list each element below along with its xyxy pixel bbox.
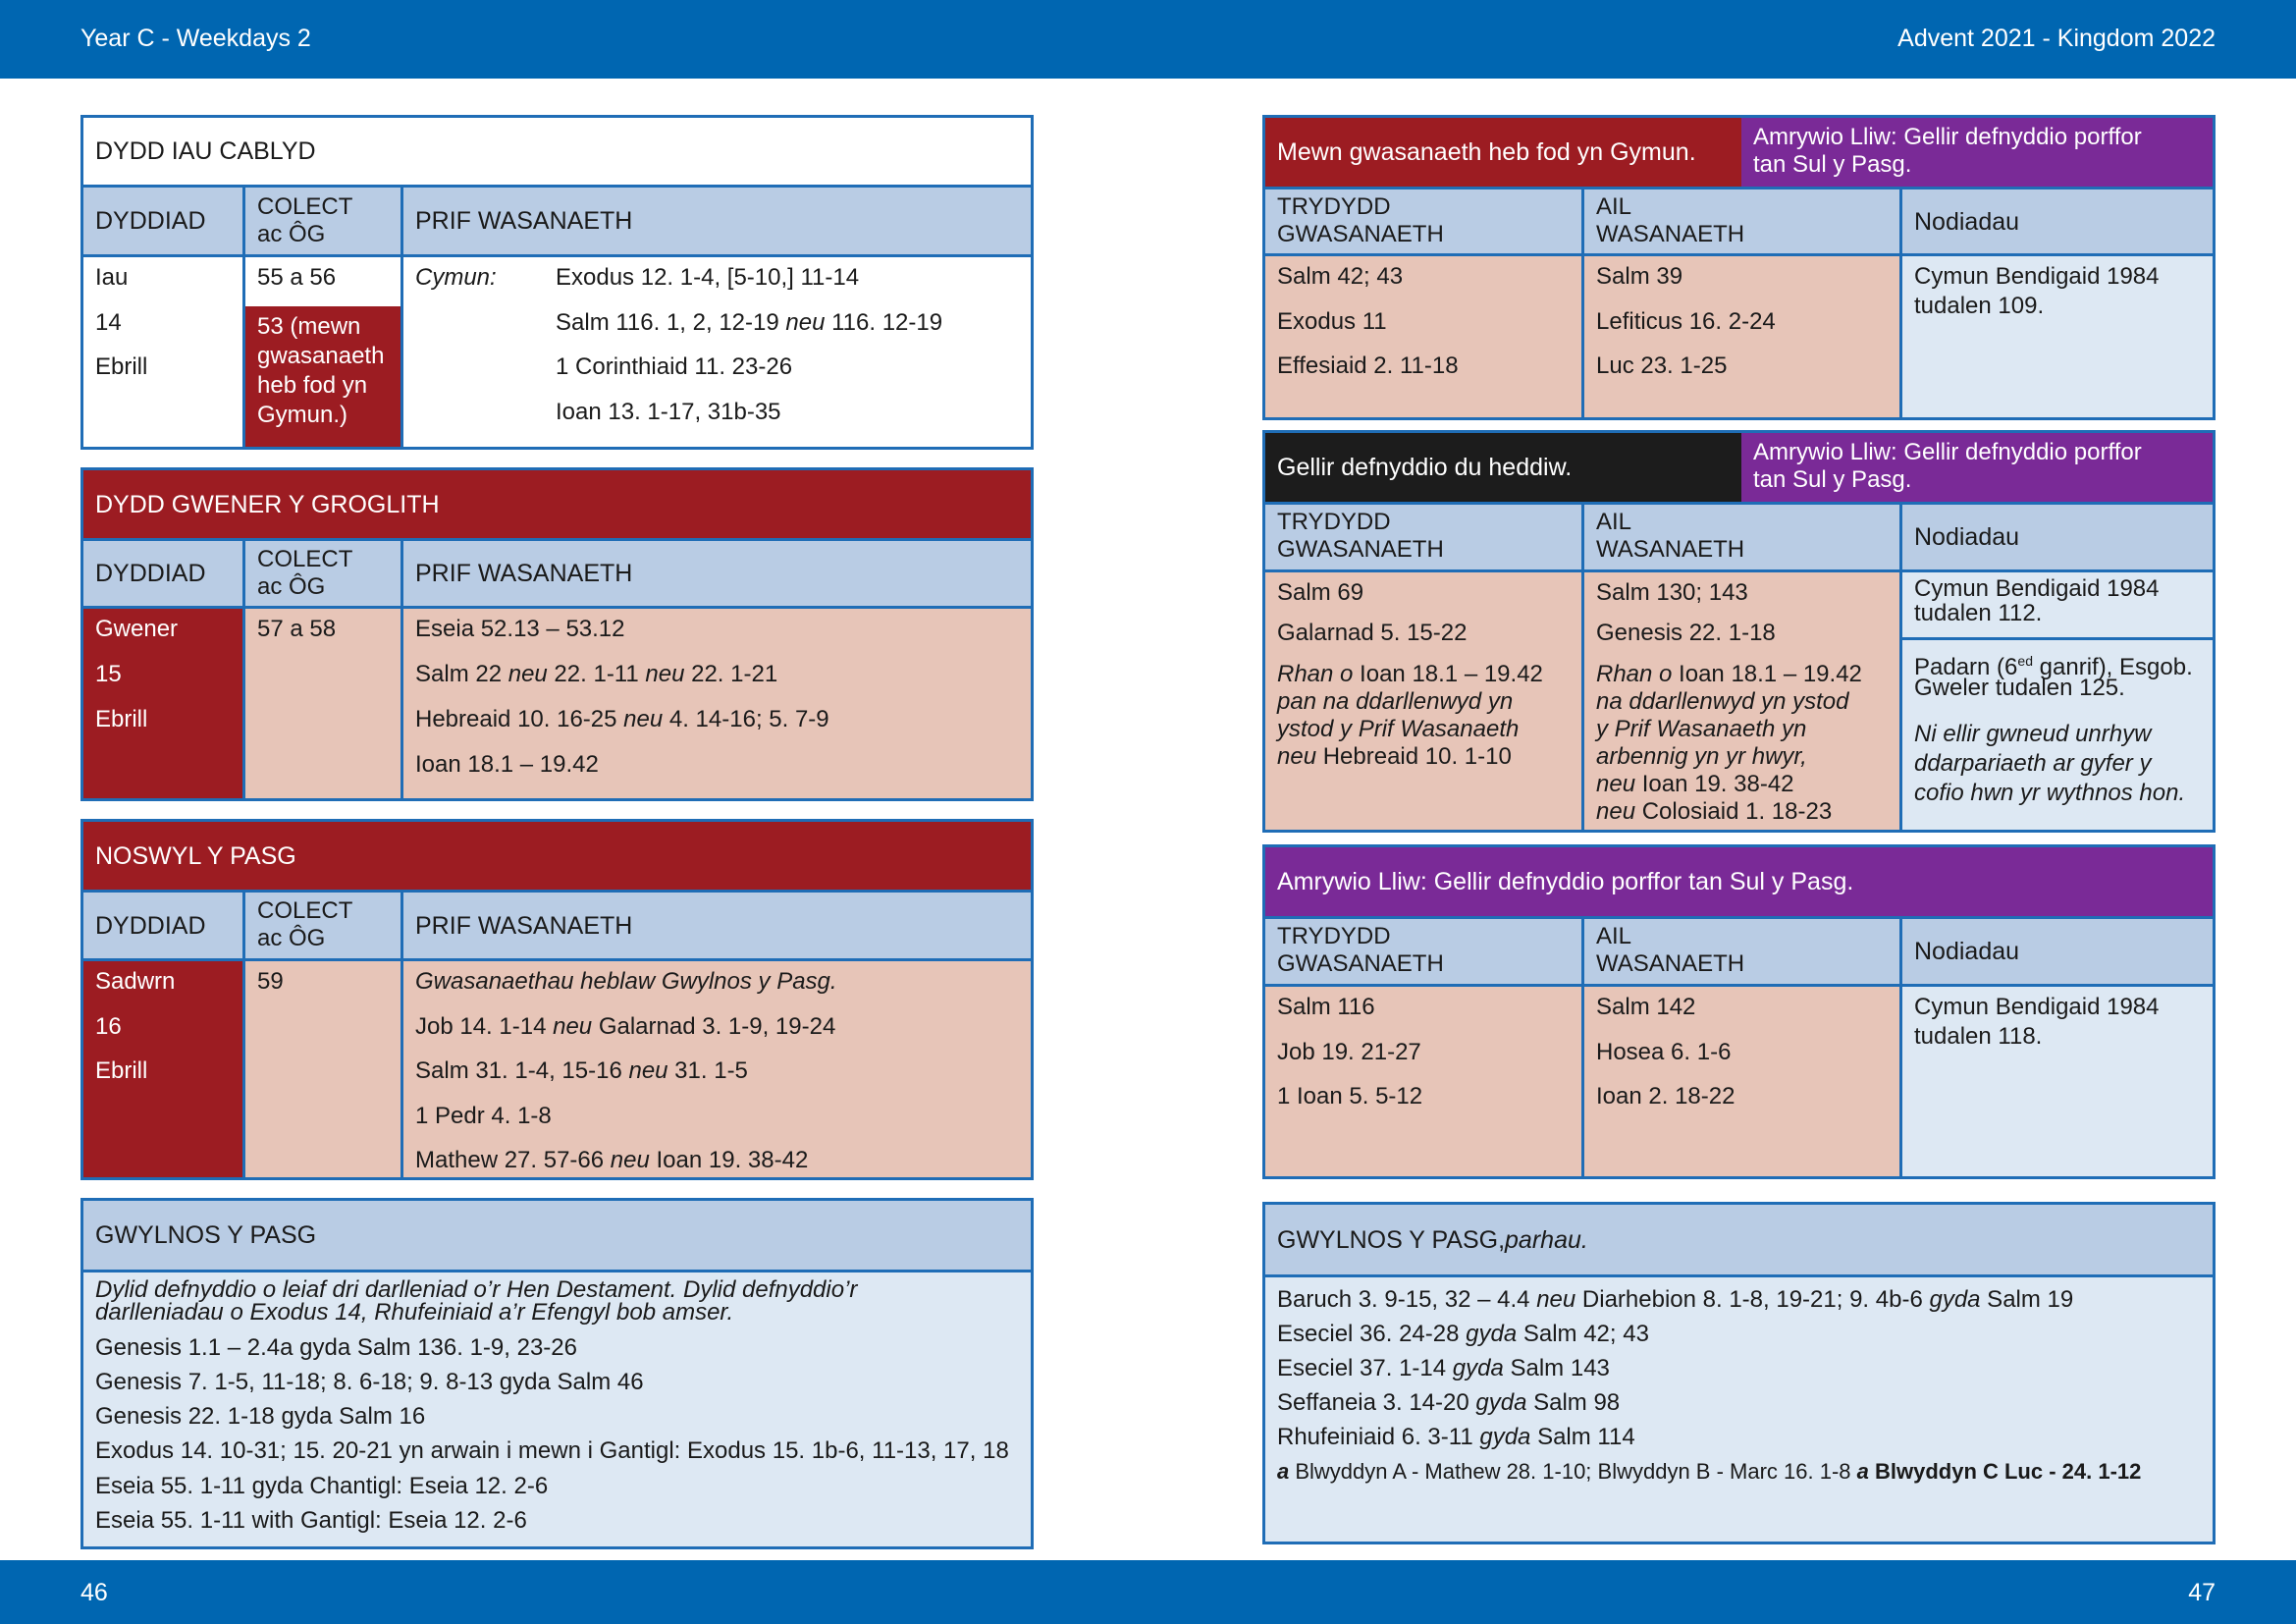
right-vigil-table — [1262, 1202, 2216, 1544]
right-thursday-table: Mewn gwasanaeth heb fod yn Gymun. Amrywio Lliw: Gellir defnyddio porffor tan Sul y Pasg. TRYDYDD GWASANAETH AIL WASANAETH Nodiadau Salm 42; 43 Exodus 11 Effesiaid 2. 11-18 Salm 39 Lefiticus 16. 2-24 Luc 23. 1-25 Cymun Bendigaid 1984 tudalen 109. — [1262, 115, 2216, 420]
header-right: Advent 2021 - Kingdom 2022 — [1897, 25, 2216, 52]
collect-cell: 57 a 58 — [245, 609, 400, 798]
section-title: NOSWYL Y PASG — [83, 822, 1031, 890]
right-friday-table: Gellir defnyddio du heddiw. Amrywio Lliw: Gellir defnyddio porffor tan Sul y Pasg. TRYDYDD GWASANAETH AIL WASANAETH Nodiadau Salm 69 Galarnad 5. 15-22 Rhan o Ioan 18.1 – 19.42 pan na ddarllenwyd yn ystod y Prif Wasanaeth neu Hebreaid 10. 1-10 Salm 130; 143 Genesis 22. 1-18 Rhan o Ioan 18.1 – 19.42 na ddarllenwyd yn ystod y Prif Wasanaeth yn arbennig yn yr hwyr, neu Ioan 19. 38-42 neu Colosiaid 1. 18-23 Cymun Bendigaid 1984 tudalen 112. Padarn ($6^{ed}$ ganrif), Esgob. Gweler tudalen 125. Ni ellir gwneud unrhyw ddarpariaeth ar gyfer y cofio hwn yr wythnos hon. — [1262, 430, 2216, 833]
main-service-cell: Gwasanaethau heblaw Gwylnos y Pasg. Job 14. 1-14 neu Galarnad 3. 1-9, 19-24 Salm 31. 1-4, 15-16 neu 31. 1-5 1 Pedr 4. 1-8 Mathew 27. 57-66 neu Ioan 19. 38-42 — [403, 961, 1031, 1177]
right-saturday-table: Amrywio Lliw: Gellir defnyddio porffor tan Sul y Pasg. TRYDYDD GWASANAETH AIL WASANAETH Nodiadau Salm 116 Job 19. 21-27 1 Ioan 5. 5-12 Salm 142 Hosea 6. 1-6 Ioan 2. 18-22 Cymun Bendigaid 1984 tudalen 118. — [1262, 844, 2216, 1179]
page-footer — [0, 1560, 2296, 1624]
main-service-cell: Cymun: Exodus 12. 1-4, [5-10,] 11-14 Salm 116. 1, 2, 12-19 neu 116. 12-19 1 Corinthiaid 11. 23-26 Ioan 13. 1-17, 31b-35 — [415, 264, 943, 425]
vigil-readings: Baruch 3. 9-15, 32 – 4.4 neu Diarhebion 8. 1-8, 19-21; 9. 4b-6 gyda Salm 19 Eseciel 36. 24-28 gyda Salm 42; 43 Eseciel 37. 1-14 gyda Salm 143 Seffaneia 3. 14-20 gyda Salm 98 Rhufeiniaid 6. 3-11 gyda Salm 114 a Blwyddyn A - Mathew 28. 1-10; Blwyddyn B - Marc 16. 1-8 a Blwyddyn C Luc - 24. 1-12 — [1265, 1277, 2213, 1542]
purple-note: Amrywio Lliw: Gellir defnyddio porffor tan Sul y Pasg. — [1741, 118, 2213, 187]
collect-note-cell: 53 (mewn gwasanaeth heb fod yn Gymun.) — [245, 306, 400, 447]
page-number-right: 47 — [2188, 1579, 2216, 1606]
col-header-second: AIL WASANAETH — [1584, 189, 1899, 253]
header-left: Year C - Weekdays 2 — [80, 25, 311, 52]
collect-cell: 59 — [245, 961, 400, 1177]
collect-cell: 55 a 56 — [257, 264, 337, 291]
banner: Gellir defnyddio du heddiw. — [1265, 433, 1741, 502]
section-title: DYDD IAU CABLYD — [95, 137, 316, 165]
col-header-date: DYDDIAD — [83, 188, 242, 254]
date-cell: Iau 14 Ebrill — [95, 264, 148, 380]
cymun-label: Cymun: — [415, 264, 497, 291]
left-saturday-table: NOSWYL Y PASG DYDDIAD COLECT ac ÔG PRIF WASANAETH Sadwrn 16 Ebrill 59 Gwasanaethau heblaw Gwylnos y Pasg. Job 14. 1-14 neu Galarnad 3. 1-9, 19-24 Salm 31. 1-4, 15-16 neu 31. 1-5 1 Pedr 4. 1-8 Mathew 27. 57-66 neu Ioan 19. 38-42 — [80, 819, 1034, 1180]
page-number-left: 46 — [80, 1579, 108, 1606]
left-friday-table: DYDD GWENER Y GROGLITH DYDDIAD COLECT ac ÔG PRIF WASANAETH Gwener 15 Ebrill 57 a 58 Eseia 52.13 – 53.12 Salm 22 neu 22. 1-11 neu 22. 1-21 Hebreaid 10. 16-25 neu 4. 14-16; 5. 7-9 Ioan 18.1 – 19.42 — [80, 467, 1034, 801]
col-header-notes: Nodiadau — [1902, 189, 2213, 253]
section-title: DYDD GWENER Y GROGLITH — [83, 470, 1031, 538]
date-cell: Gwener 15 Ebrill — [83, 609, 242, 798]
banner: Amrywio Lliw: Gellir defnyddio porffor tan Sul y Pasg. — [1265, 847, 2213, 916]
purple-note: Amrywio Lliw: Gellir defnyddio porffor tan Sul y Pasg. — [1741, 433, 2213, 502]
col-header-collect: COLECT ac ÔG — [245, 188, 400, 254]
left-thursday-table — [80, 115, 1034, 450]
col-header-main: PRIF WASANAETH — [403, 188, 1031, 254]
section-title: GWYLNOS Y PASG — [83, 1201, 1031, 1270]
left-vigil-table — [80, 1198, 1034, 1549]
page-header — [0, 0, 2296, 79]
col-header-third: TRYDYDD GWASANAETH — [1265, 189, 1581, 253]
vigil-readings: Dylid defnyddio o leiaf dri darlleniad o’r Hen Destament. Dylid defnyddio’r darlleniadau o Exodus 14, Rhufeiniaid a’r Efengyl bob amser. Genesis 1.1 – 2.4a gyda Salm 136. 1-9, 23-26 Genesis 7. 1-5, 11-18; 8. 6-18; 9. 8-13 gyda Salm 46 Genesis 22. 1-18 gyda Salm 16 Exodus 14. 10-31; 15. 20-21 yn arwain i mewn i Gantigl: Exodus 15. 1b-6, 11-13, 17, 18 Eseia 55. 1-11 gyda Chantigl: Eseia 12. 2-6 Eseia 55. 1-11 with Gantigl: Eseia 12. 2-6 — [83, 1272, 1031, 1546]
date-cell: Sadwrn 16 Ebrill — [83, 961, 242, 1177]
main-service-cell: Eseia 52.13 – 53.12 Salm 22 neu 22. 1-11 neu 22. 1-21 Hebreaid 10. 16-25 neu 4. 14-16; 5. 7-9 Ioan 18.1 – 19.42 — [403, 609, 1031, 798]
banner: Mewn gwasanaeth heb fod yn Gymun. — [1265, 118, 1741, 187]
section-title: GWYLNOS Y PASG, parhau. — [1265, 1205, 2213, 1274]
